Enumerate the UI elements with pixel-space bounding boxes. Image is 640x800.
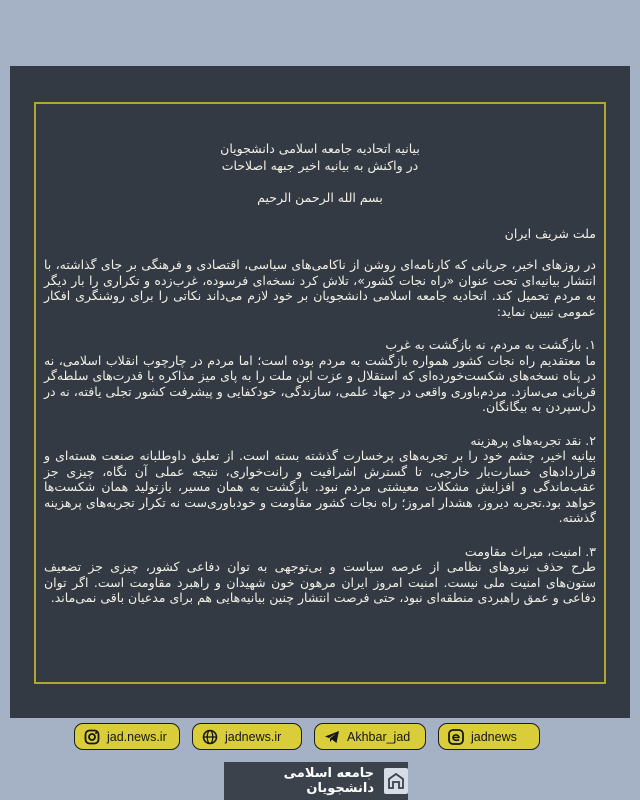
website-link[interactable] [192,723,302,750]
section-1-body: ما معتقدیم راه نجات کشور همواره بازگشت به مردم بوده است؛ اما مردم در چارچوب انقلاب اسلامی، نه در پناه نسخه‌های شکست‌خورده‌ای که استقلال و عزت این ملت را به پای میز مذاکره با قدرت‌های سلطه‌گر قربانی می‌سازد. مردم‌باوری واقعی در جهاد علمی، سازندگی، خودکفایی و پیشرفت کشور تجلی یافته، نه در دل‌سپردن به بیگانگان. [44,352,596,414]
section-1-heading: ۱. بازگشت به مردم، نه بازگشت به غرب [385,337,596,352]
instagram-label: jad.news.ir [107,729,167,744]
eitaa-link[interactable] [438,723,540,750]
eitaa-icon [447,728,465,746]
eitaa-label: jadnews [471,729,517,744]
statement-title [44,140,596,174]
org-name: جامعه اسلامی دانشجویان [283,766,374,796]
statement-frame [34,102,606,684]
footer-logo [224,762,408,800]
social-links [74,723,550,751]
intro-paragraph: در روزهای اخیر، جریانی که کارنامه‌ای روشن از ناکامی‌های سیاسی، اقتصادی و فرهنگی بر جای گذاشته، با انتشار بیانیه‌ای تحت عنوان «راه نجات کشور»، تلاش کرد نسخه‌ای فرسوده، غرب‌زده و تکراری را بار دیگر به مردم تحمیل کند. اتحادیه جامعه اسلامی دانشجویان بر خود لازم می‌داند نکاتی را برای روشنگری افکار عمومی تبیین نماید: [44,257,596,319]
instagram-link[interactable] [74,723,180,750]
section-2-heading: ۲. نقد تجربه‌های پرهزینه [470,432,596,448]
greeting: ملت شریف ایران [504,225,596,241]
instagram-icon [83,728,101,746]
telegram-link[interactable] [314,723,426,750]
telegram-label: Akhbar_jad [347,729,411,744]
statement-panel [10,66,630,718]
title-line-1: بیانیه اتحادیه جامعه اسلامی دانشجویان [220,141,420,156]
emblem-icon [384,768,408,794]
telegram-icon [323,728,341,746]
statement-content [44,104,596,682]
title-line-2: در واکنش به بیانیه اخیر جبهه اصلاحات [221,158,419,173]
bismillah: بسم الله الرحمن الرحیم [257,190,383,205]
website-label: jadnews.ir [225,729,282,744]
section-3-heading: ۳. امنیت، میراث مقاومت [464,543,596,559]
globe-icon [201,728,219,746]
section-3-body: طرح حذف نیروهای نظامی از عرصه سیاست و بی‌توجهی به توان دفاعی کشور، چیزی جز تضعیف ستون‌های امنیت ملی نیست. امنیت امروز ایران مرهون خون شهیدان و راهبرد مقاومت است. اگر توان دفاعی و عمق راهبردی منطقه‌ای نبود، حتی فرصت انتشار چنین بیانیه‌هایی هم برای مدعیان باقی نمی‌ماند. [44,559,596,605]
section-2-body: بیانیه اخیر، چشم خود را بر تجربه‌های پرخسارت گذشته بسته است. از تعلیق داوطلبانه صنعت هسته‌ای و قراردادهای خسارت‌بار خارجی، تا گسترش اشرافیت و رانت‌خواری، نتیجه عملی آن نگاه، چیزی جز عقب‌ماندگی و افزایش مشکلات معیشتی مردم نبود. بازگشت به همان مسیر، بازتولید همان شکست‌ها خواهد بود.تجربه دیروز، هشدار امروز؛ راه نجات کشور مقاومت و خودباوری‌ست نه تکرار تجربه‌های پرهزینه گذشته. [44,448,596,525]
